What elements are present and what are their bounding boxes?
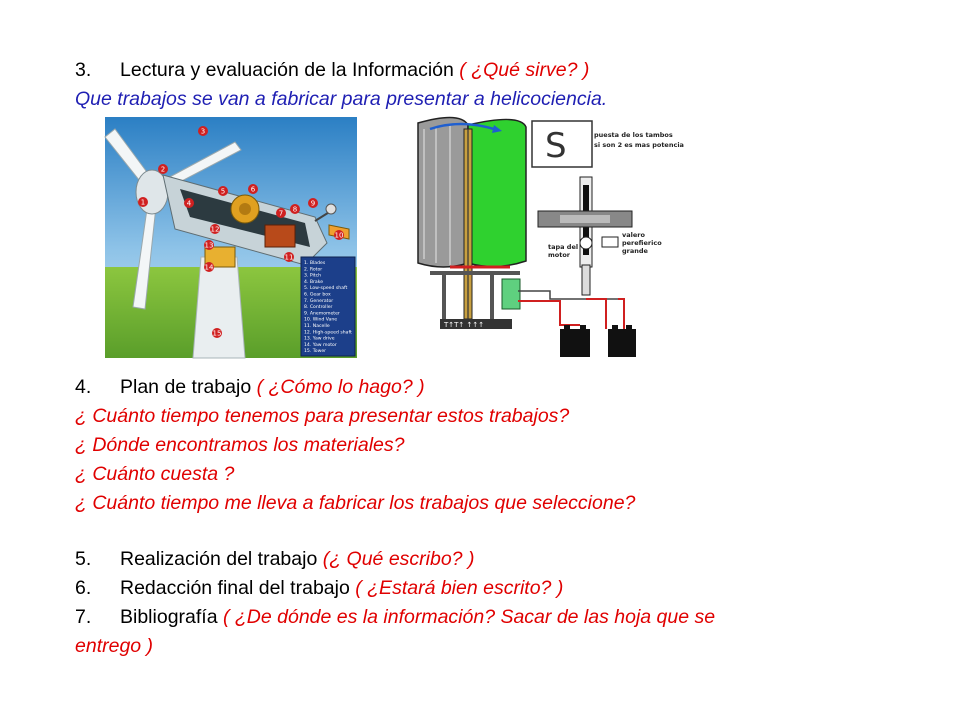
legend-item: 3. Pitch [304,273,322,279]
tapa-label-1: tapa del [548,243,579,251]
legend-item: 9. Anemometer [304,311,340,317]
section-4-question-item: ¿ Cuánto cuesta ? [75,463,235,485]
section-6-question: ( ¿Estará bien escrito? ) [355,577,564,599]
legend-item: 4. Brake [304,279,324,285]
section-5-title: Realización del trabajo [120,548,318,570]
section-7-question-continued: entrego ) [75,635,154,657]
section-6-number: 6. [75,577,92,599]
section-5-number: 5. [75,548,92,570]
legend-item: 8. Controller [304,305,333,311]
legend-item: 12. High-speed shaft [304,330,352,336]
section-4-question-item: ¿ Dónde encontramos los materiales? [75,434,405,456]
legend-item: 6. Gear box [304,292,331,298]
drum-note-line-1: puesta de los tambos [594,131,673,139]
section-3-question: ( ¿Qué sirve? ) [459,59,590,81]
legend-item: 10. Wind Vane [304,317,338,323]
section-3-heading [75,58,589,82]
callout-13: 13 [204,241,214,250]
callout-3: 3 [200,127,206,136]
callout-5: 5 [220,187,226,196]
section-4-question-item: ¿ Cuánto tiempo me lleva a fabricar los trabajos que seleccione? [75,492,636,514]
callout-12: 12 [210,225,220,234]
legend-item: 13. Yaw drive [304,336,335,342]
legend-item: 14. Yaw motor [304,342,337,348]
section-4-question: ( ¿Cómo lo hago? ) [256,376,425,398]
section-4-question-item: ¿ Cuánto tiempo tenemos para presentar estos trabajos? [75,405,570,427]
section-3-number: 3. [75,59,92,81]
valero-label-3: grande [622,247,648,255]
section-7-question: ( ¿De dónde es la información? Sacar de las hoja que se [222,606,716,628]
section-7-number: 7. [75,606,92,628]
callout-8: 8 [292,205,298,214]
drum-generator-diagram [410,115,684,363]
callout-1: 1 [140,198,146,207]
legend-item: 11. Nacelle [304,324,330,329]
section-5-question: (¿ Qué escribo? ) [322,548,475,570]
section-4-heading [75,375,425,399]
legend-item: 2. Rotor [304,267,323,273]
valero-label-2: perefierico [622,239,662,247]
callout-7: 7 [278,209,284,218]
legend-item: 1. Blades [304,261,326,266]
callout-10: 10 [334,231,344,240]
callout-14: 14 [204,263,214,272]
legend-item: 7. Generator [304,298,334,304]
section-6-heading [75,576,563,600]
callout-9: 9 [310,199,316,208]
section-3-subtitle: Que trabajos se van a fabricar para presentar a helicociencia. [75,88,608,110]
section-5-heading [75,547,474,571]
section-3-title: Lectura y evaluación de la Información [120,59,454,81]
section-7-title: Bibliografía [120,606,218,628]
legend-item: 15. Tower [304,349,327,355]
section-7-heading [75,605,715,629]
callout-15: 15 [212,329,222,338]
callout-6: 6 [250,185,256,194]
svg-text:T↑T↑ ↑↑↑: T↑T↑ ↑↑↑ [444,321,485,329]
callout-11: 11 [284,253,294,262]
section-4-title: Plan de trabajo [120,376,252,398]
callout-2: 2 [160,165,166,174]
section-4-number: 4. [75,376,92,398]
legend-item: 5. Low-speed shaft [304,286,348,292]
section-6-title: Redacción final del trabajo [120,577,350,599]
s-shape-label: S [545,126,567,166]
valero-label-1: valero [622,231,645,239]
wind-turbine-diagram [105,117,357,358]
tapa-label-2: motor [548,251,571,259]
drum-note-line-2: si son 2 es mas potencia [594,141,684,149]
callout-4: 4 [186,199,192,208]
